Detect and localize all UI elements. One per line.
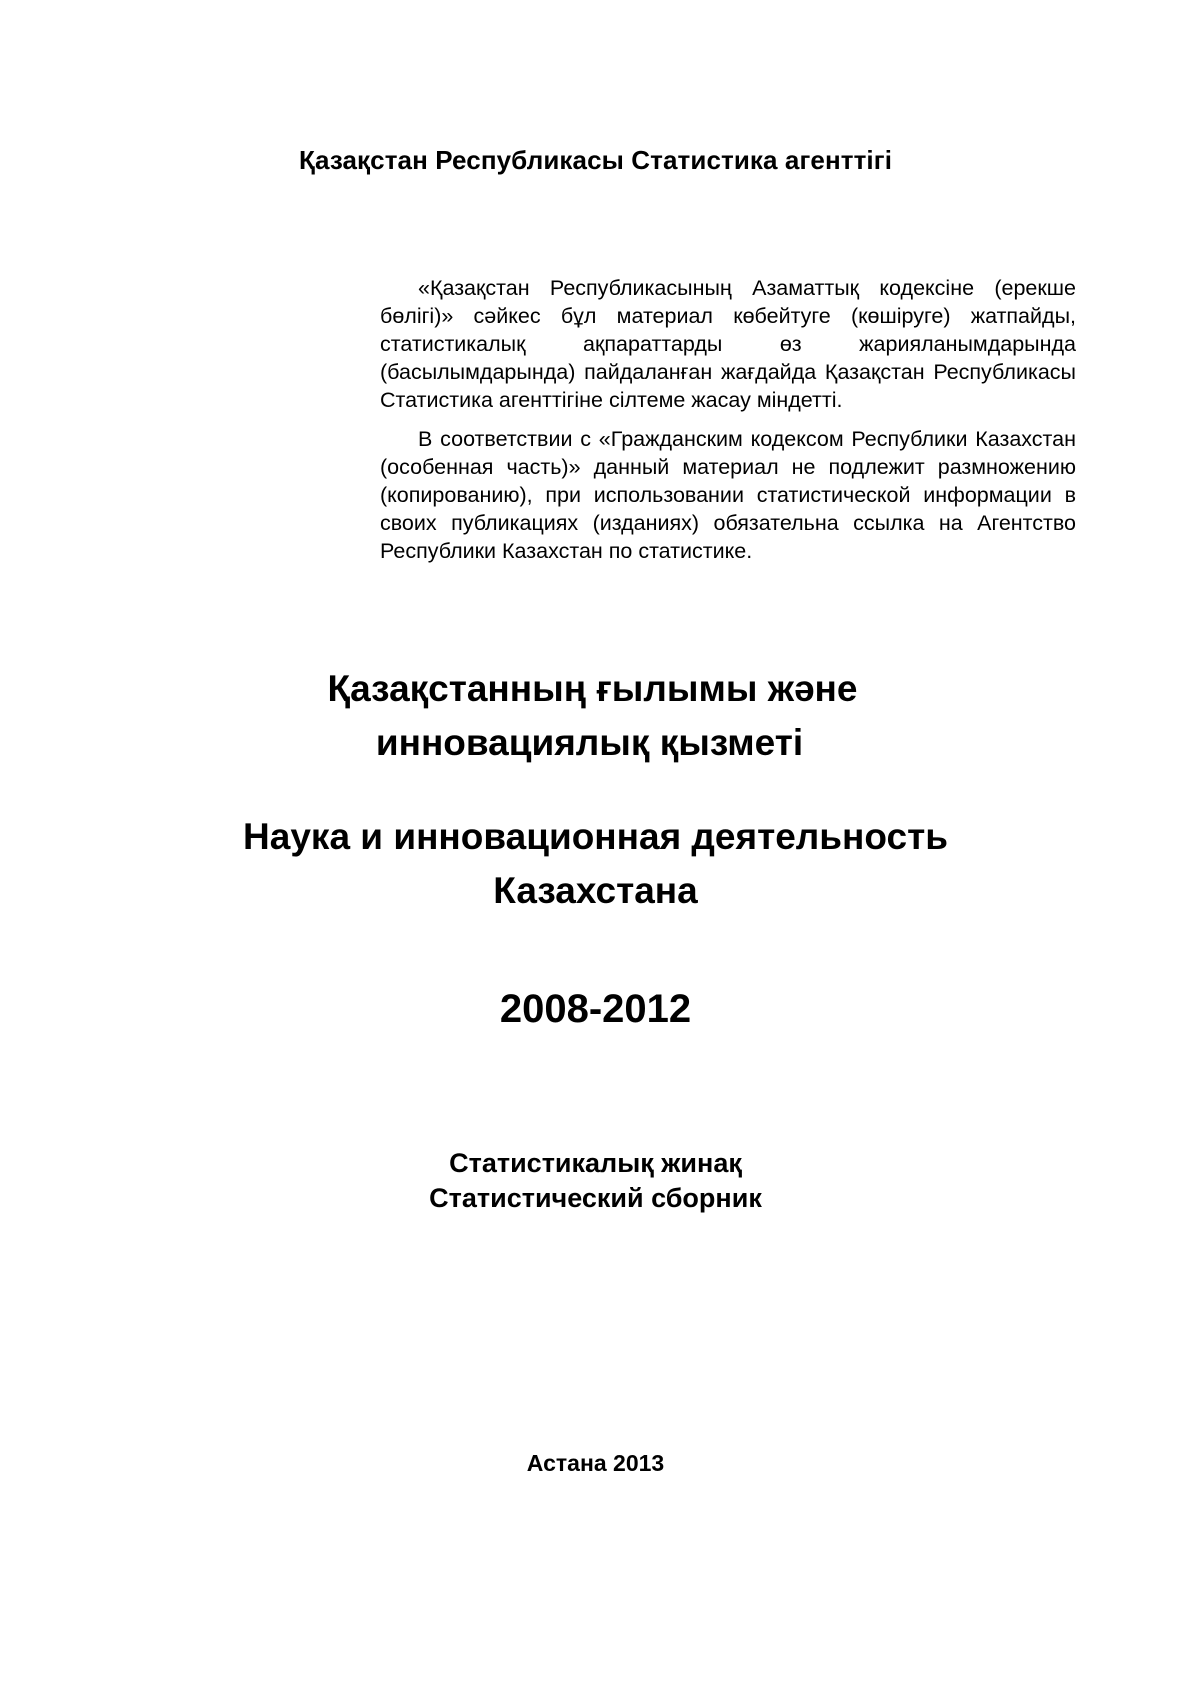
collection-type-kazakh: Статистикалық жинақ bbox=[449, 1148, 742, 1178]
copyright-notice-russian: В соответствии с «Гражданским кодексом Республики Казахстан (особенная часть)» данный материал не подлежит размножению (копированию), при использовании статистической информации в своих публикациях (изданиях) обязательна ссылка на Агентство Республики Казахстан по статистике. bbox=[380, 427, 1076, 563]
title-russian-line-2: Казахстана bbox=[493, 870, 698, 911]
place-and-year: Астана 2013 bbox=[526, 1450, 665, 1476]
title-kazakh-line-2: инновациялық қызметі bbox=[375, 722, 804, 763]
agency-name: Қазақстан Республикасы Статистика агенттігі bbox=[298, 145, 893, 175]
collection-type bbox=[0, 1146, 1191, 1216]
collection-type-russian: Статистический сборник bbox=[429, 1183, 762, 1213]
title-russian-line-1: Наука и инновационная деятельность bbox=[243, 816, 948, 857]
title-kazakh bbox=[0, 662, 1191, 770]
title-russian bbox=[0, 810, 1191, 918]
copyright-notice-kazakh: «Қазақстан Республикасының Азаматтық кодексіне (ерекше бөлігі)» сәйкес бұл материал көбейтуге (көшіруге) жатпайды, статистикалық ақпараттарды өз жарияланымдарында (басылымдарында) пайдаланған жағдайда Қазақстан Республикасы Статистика агенттігіне сілтеме жасау міндетті. bbox=[380, 276, 1076, 412]
title-kazakh-line-1: Қазақстанның ғылымы және bbox=[327, 668, 858, 709]
period-years: 2008-2012 bbox=[499, 987, 692, 1031]
copyright-notice bbox=[380, 274, 1076, 576]
